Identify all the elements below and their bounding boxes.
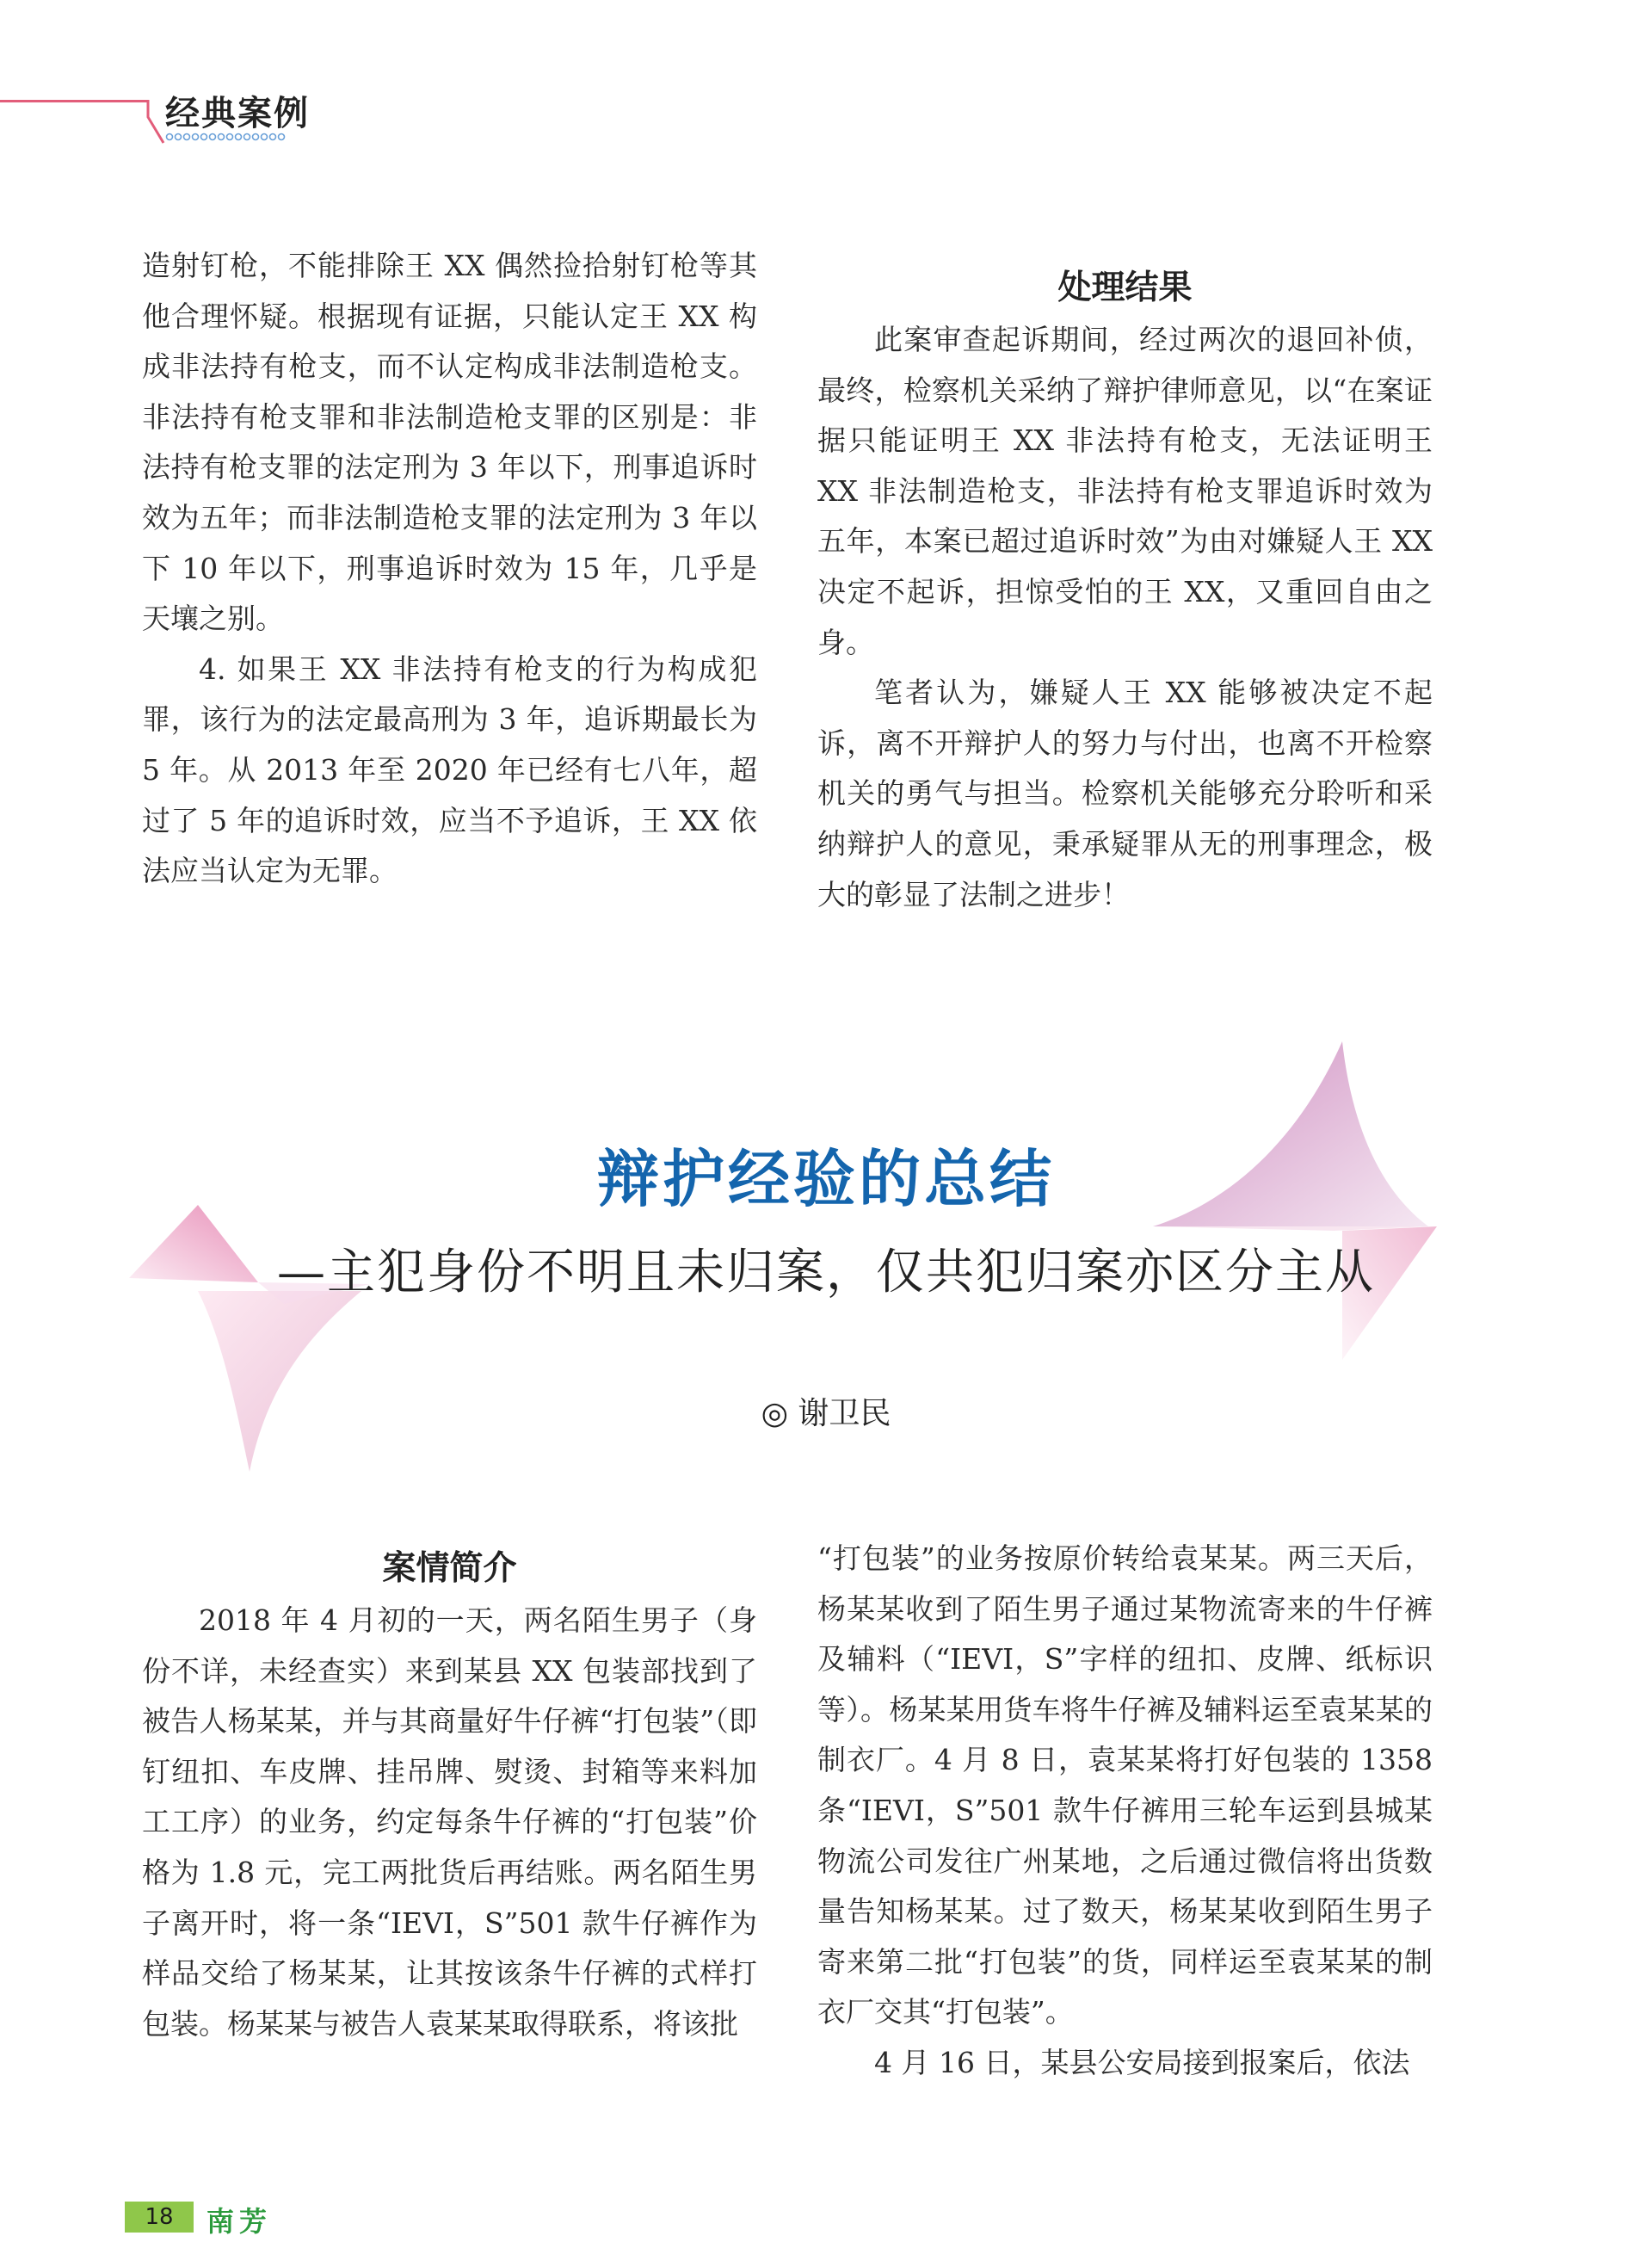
article-subtitle: —主犯身份不明且未归案，仅共犯归案亦区分主从 xyxy=(277,1245,1375,1300)
section-heading: 处理结果 xyxy=(1057,269,1193,307)
page-number: 18 xyxy=(125,2202,194,2233)
paragraph: 2018 年 4 月初的一天，两名陌生男子（身份不详，未经查实）来到某县 XX 包装部找到了被告人杨某某，并与其商量好牛仔裤“打包装”（即钉纽扣、车皮牌、挂吊牌、熨烫、封箱等来料加工工序）的业务，约定每条牛仔裤的“打包装”价格为 1.8 元，完工两批货后再结账。两名陌生男子离开时，将一条“IEVI，S”501 款牛仔裤作为样品交给了杨某某，让其按该条牛仔裤的式样打包装。杨某某与被告人袁某某取得联系，将该批 xyxy=(142,1603,757,2041)
paragraph: 笔者认为，嫌疑人王 XX 能够被决定不起诉，离不开辩护人的努力与付出，也离不开检察机关的勇气与担当。检察机关能够充分聆听和采纳辩护人的意见，秉承疑罪从无的刑事理念，极大的彰显了法制之进步！ xyxy=(817,676,1433,911)
case-summary-continued xyxy=(817,1534,1433,2089)
paragraph: 4 月 16 日，某县公安局接到报案后，依法 xyxy=(874,2045,1410,2079)
article-author: ◎ 谢卫民 xyxy=(761,1396,891,1431)
paragraph: 此案审查起诉期间，经过两次的退回补侦，最终，检察机关采纳了辩护律师意见，以“在案证据只能证明王 XX 非法持有枪支，无法证明王 XX 非法制造枪支，非法持有枪支罪追诉时效为五年，本案已超过追诉时效”为由对嫌疑人王 XX 决定不起诉，担惊受怕的王 XX，又重回自由之身。 xyxy=(817,323,1433,659)
section-title: 经典案例 xyxy=(165,94,310,133)
magazine-name: 南芳 xyxy=(206,2205,273,2238)
case-summary-section xyxy=(142,1542,757,2049)
header-dots-decoration xyxy=(165,133,294,141)
section-heading: 案情简介 xyxy=(382,1549,517,1588)
result-section xyxy=(817,262,1433,920)
header-rule xyxy=(0,100,148,102)
paragraph: 造射钉枪，不能排除王 XX 偶然捡拾射钉枪等其他合理怀疑。根据现有证据，只能认定王 XX 构成非法持有枪支，而不认定构成非法制造枪支。非法持有枪支罪和非法制造枪支罪的区别是：非法持有枪支罪的法定刑为 3 年以下，刑事追诉时效为五年；而非法制造枪支罪的法定刑为 3 年以下 10 年以下，刑事追诉时效为 15 年，几乎是天壤之别。 xyxy=(142,249,757,636)
continued-text-column xyxy=(142,241,757,897)
paragraph: “打包装”的业务按原价转给袁某某。两三天后，杨某某收到了陌生男子通过某物流寄来的牛仔裤及辅料（“IEVI，S”字样的纽扣、皮牌、纸标识等）。杨某某用货车将牛仔裤及辅料运至袁某某的制衣厂。4 月 8 日，袁某某将打好包装的 1358 条“IEVI，S”501 款牛仔裤用三轮车运到县城某物流公司发往广州某地，之后通过微信将出货数量告知杨某某。过了数天，杨某某收到陌生男子寄来第二批“打包装”的货，同样运至袁某某的制衣厂交其“打包装”。 xyxy=(817,1541,1433,2029)
article-title: 辩护经验的总结 xyxy=(596,1143,1055,1215)
paragraph: 4. 如果王 XX 非法持有枪支的行为构成犯罪，该行为的法定最高刑为 3 年，追诉期最长为 5 年。从 2013 年至 2020 年已经有七八年，超过了 5 年的追诉时效，应当不予追诉，王 XX 依法应当认定为无罪。 xyxy=(142,652,757,888)
